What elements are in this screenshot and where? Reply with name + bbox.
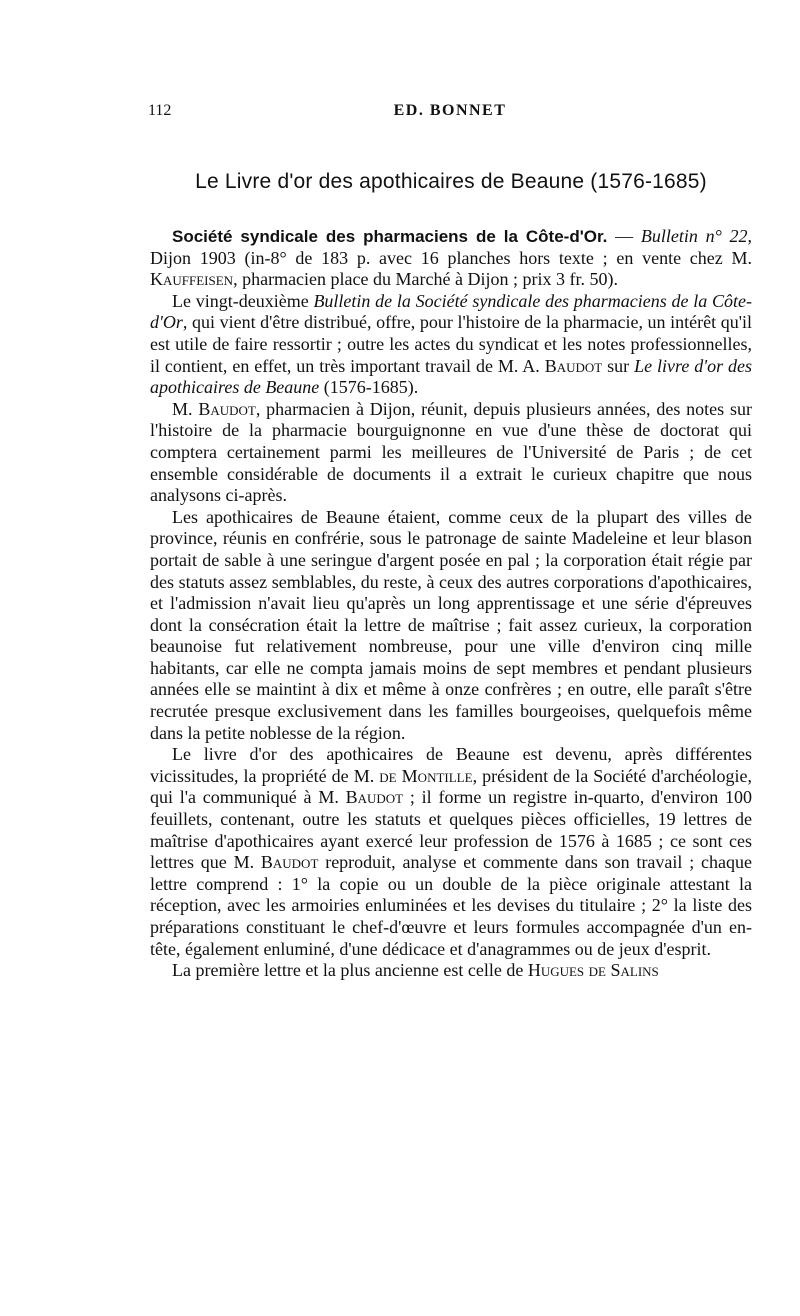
p1-text-g: (1576-1685). [319,377,419,398]
p5-person-name: Hugues de Salins [527,960,659,981]
dash: — [607,226,641,246]
publisher-name: Kauffeisen [150,269,234,290]
p1-text-c: , qui vient d'être distribué, offre, pour l'histoire de la pharmacie, un intérêt qu'il est utile de faire ressortir ; outre les actes du syndicat et les notes professionnelles, il contient, en effet, un très important travail de M. A. [150,312,752,376]
p4-text-g: reproduit, analyse et commente dans son travail ; chaque lettre comprend : 1° la copie ou un double de la pièce originale attestant la réception, avec les armoiries enluminées et les devises du titulaire ; 2° la liste des préparations constituant le chef-d'œuvre et leurs formules accompagnée d'un en-tête, également enluminé, d'une dédicace et d'anagrammes ou de jeux d'esprit. [150,852,752,959]
p1-text-e: sur [602,355,635,376]
paragraph-1 [150,291,752,399]
p4-owner-name: de Montille [379,765,473,786]
paragraph-2 [150,399,752,507]
paragraph-5 [150,960,752,982]
p4-text-a: Le livre d'or des apothicaires de Beaune est devenu, après différentes vicissitudes, la propriété de M. [150,744,752,786]
source-reference [150,226,752,291]
p1-text-a: Le vingt-deuxième [172,290,314,311]
paragraph-4 [150,744,752,960]
source-details-1: , Dijon 1903 (in-8° de 183 p. avec 16 planches hors texte ; en vente chez M. [150,226,752,268]
p1-bulletin-title: Bulletin de la Société syndicale des pharmaciens de la Côte-d'Or [150,290,752,333]
paragraph-3: Les apothicaires de Beaune étaient, comme ceux de la plupart des villes de province, réunis en confrérie, sous le patronage de sainte Madeleine et leur blason portait de sable à une seringue d'argent posée en pal ; la corporation était régie par des statuts assez semblables, du reste, à ceux des autres corporations d'apothicaires, et l'admission n'avait lieu qu'après un long apprentissage et une série d'épreuves dont la consécration était la lettre de maîtrise ; fait assez curieux, la corporation beaunoise fut relativement nombreuse, pour une ville d'environ cinq mille habitants, car elle ne compta jamais moins de sept membres et pendant plusieurs années elle se maintint à dix et même à onze confrères ; en outre, elle paraît s'être recrutée presque exclusivement dans les familles bourgeoises, quelquefois même dans la petite noblesse de la région. [150,506,752,743]
p1-work-title: Le livre d'or des apothicaires de Beaune [150,355,752,398]
p2-text-a: M. [172,398,199,419]
p4-text-e: ; il forme un registre in-quarto, d'environ 100 feuillets, contenant, outre les statuts et quelques pièces officielles, 19 lettres de maîtrise d'apothicaires ayant exercé leur profession de 1576 à 1685 ; ce sont ces lettres que M. [150,787,752,873]
p5-text-a: La première lettre et la plus ancienne est celle de [172,960,528,981]
article-title: Le Livre d'or des apothicaires de Beaune (1576-1685) [195,170,707,193]
p2-text-c: , pharmacien à Dijon, réunit, depuis plusieurs années, des notes sur l'histoire de la pharmacie bourguignonne en vue d'une thèse de doctorat qui comptera certainement parmi les meilleures de l'Université de Paris ; de cet ensemble considérable de documents il a extrait le curieux chapitre que nous analysons ci-après. [150,398,752,506]
running-title: ED. BONNET [393,102,507,119]
article-body [150,226,752,982]
running-head [148,102,752,124]
p4-author-name: Baudot [345,787,404,808]
bulletin-ref: Bulletin n° 22 [640,226,748,246]
society-name: Société syndicale des pharmaciens de la Côte-d'Or. [172,227,608,246]
p4-author-name-2: Baudot [260,852,319,873]
p2-author-name: Baudot [198,398,256,419]
source-details-2: , pharmacien place du Marché à Dijon ; prix 3 fr. 50). [233,269,618,290]
p1-author-name: Baudot [544,355,603,376]
p4-text-c: , président de la Société d'archéologie, qui l'a communiqué à M. [150,765,753,808]
page-number: 112 [148,102,172,119]
